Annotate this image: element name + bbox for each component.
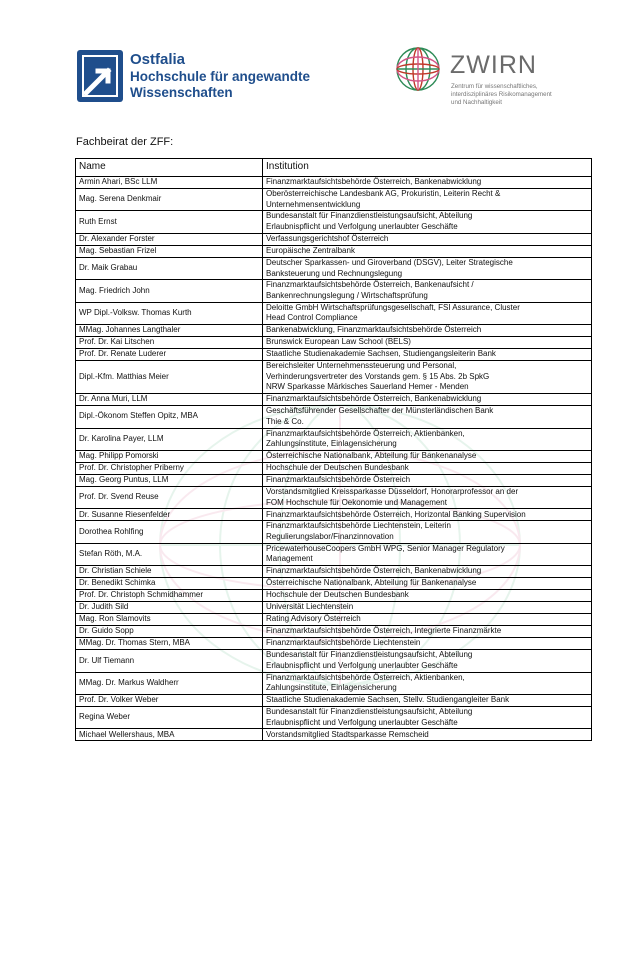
cell-institution bbox=[263, 406, 592, 428]
cell-name: WP Dipl.-Volksw. Thomas Kurth bbox=[76, 302, 263, 324]
cell-institution bbox=[263, 428, 592, 450]
table-row bbox=[76, 361, 592, 394]
column-header-name: Name bbox=[76, 159, 263, 177]
cell-name: Prof. Dr. Christopher Priberny bbox=[76, 462, 263, 474]
cell-name: Mag. Serena Denkmair bbox=[76, 189, 263, 211]
zwirn-subtitle-2: interdisziplinäres Risikomanagement bbox=[451, 91, 552, 98]
institution-line: Geschäftsführender Gesellschafter der Münsterländischen Bank bbox=[266, 406, 494, 416]
institution-line: Bundesanstalt für Finanzdienstleistungsaufsicht, Abteilung bbox=[266, 211, 473, 221]
section-title: Fachbeirat der ZFF: bbox=[76, 136, 174, 148]
institution-line: Head Control Compliance bbox=[266, 313, 358, 323]
institution-line: Zahlungsinstitute, Einlagensicherung bbox=[266, 439, 397, 449]
cell-institution bbox=[263, 280, 592, 302]
cell-institution bbox=[263, 614, 592, 626]
institution-line: PricewaterhouseCoopers GmbH WPG, Senior Manager Regulatory bbox=[266, 543, 505, 553]
cell-institution bbox=[263, 257, 592, 279]
cell-institution bbox=[263, 521, 592, 543]
institution-line: Österreichische Nationalbank, Abteilung für Bankenanalyse bbox=[266, 451, 477, 461]
column-header-institution: Institution bbox=[263, 159, 592, 177]
institution-line: FOM Hochschule für Oekonomie und Management bbox=[266, 497, 447, 507]
institution-line: Finanzmarktaufsichtsbehörde Österreich, Aktienbanken, bbox=[266, 672, 465, 682]
cell-name: Dr. Ulf Tiemann bbox=[76, 650, 263, 672]
table-row bbox=[76, 566, 592, 578]
table-row bbox=[76, 257, 592, 279]
ostfalia-logo bbox=[77, 50, 317, 106]
cell-name: Mag. Ron Slamovits bbox=[76, 614, 263, 626]
table-row bbox=[76, 706, 592, 728]
cell-name: Prof. Dr. Christoph Schmidhammer bbox=[76, 590, 263, 602]
cell-name: Mag. Georg Puntus, LLM bbox=[76, 474, 263, 486]
institution-line: Finanzmarktaufsichtsbehörde Österreich, Bankenabwicklung bbox=[266, 177, 482, 187]
institution-line: Erlaubnispflicht und Verfolgung unerlaubter Geschäfte bbox=[266, 660, 458, 670]
institution-line: Bankenabwicklung, Finanzmarktaufsichtsbehörde Österreich bbox=[266, 325, 482, 335]
cell-institution bbox=[263, 394, 592, 406]
institution-line: Bankenrechnungslegung / Wirtschaftsprüfung bbox=[266, 290, 428, 300]
institution-line: Brunswick European Law School (BELS) bbox=[266, 337, 411, 347]
cell-institution bbox=[263, 650, 592, 672]
institution-line: Thie & Co. bbox=[266, 416, 304, 426]
cell-institution bbox=[263, 672, 592, 694]
cell-institution bbox=[263, 706, 592, 728]
institution-line: Finanzmarktaufsichtsbehörde Österreich, Horizontal Banking Supervision bbox=[266, 509, 526, 519]
cell-name: Mag. Friedrich John bbox=[76, 280, 263, 302]
institution-line: Österreichische Nationalbank, Abteilung für Bankenanalyse bbox=[266, 578, 477, 588]
table-row bbox=[76, 578, 592, 590]
institution-line: Bereichsleiter Unternehmenssteuerung und Personal, bbox=[266, 361, 457, 371]
cell-name: Dr. Karolina Payer, LLM bbox=[76, 428, 263, 450]
institution-line: Deutscher Sparkassen- und Giroverband (DSGV), Leiter Strategische bbox=[266, 257, 513, 267]
table-row bbox=[76, 474, 592, 486]
cell-name: Prof. Dr. Renate Luderer bbox=[76, 349, 263, 361]
institution-line: Finanzmarktaufsichtsbehörde Liechtenstein bbox=[266, 638, 421, 648]
table-row bbox=[76, 337, 592, 349]
cell-institution bbox=[263, 233, 592, 245]
table-row bbox=[76, 349, 592, 361]
table-row bbox=[76, 302, 592, 324]
table-row bbox=[76, 602, 592, 614]
table-row bbox=[76, 543, 592, 565]
table-row bbox=[76, 211, 592, 233]
table-row bbox=[76, 638, 592, 650]
institution-line: Finanzmarktaufsichtsbehörde Österreich, Aktienbanken, bbox=[266, 428, 465, 438]
institution-line: Zahlungsinstitute, Einlagensicherung bbox=[266, 683, 397, 693]
institution-line: Vorstandsmitglied Stadtsparkasse Remscheid bbox=[266, 729, 429, 739]
cell-institution bbox=[263, 578, 592, 590]
table-row bbox=[76, 280, 592, 302]
cell-institution bbox=[263, 566, 592, 578]
institution-line: Hochschule der Deutschen Bundesbank bbox=[266, 590, 409, 600]
cell-institution bbox=[263, 729, 592, 741]
cell-institution bbox=[263, 361, 592, 394]
cell-name: Dr. Maik Grabau bbox=[76, 257, 263, 279]
ostfalia-line-1: Hochschule für angewandte bbox=[130, 69, 311, 84]
cell-name: Prof. Dr. Svend Reuse bbox=[76, 486, 263, 508]
cell-institution bbox=[263, 245, 592, 257]
institution-line: Finanzmarktaufsichtsbehörde Österreich, Integrierte Finanzmärkte bbox=[266, 626, 502, 636]
institution-line: Vorstandsmitglied Kreissparkasse Düsseldorf, Honorarprofessor an der bbox=[266, 486, 519, 496]
cell-name: Dr. Alexander Forster bbox=[76, 233, 263, 245]
cell-institution bbox=[263, 462, 592, 474]
table-row bbox=[76, 486, 592, 508]
cell-name: MMag. Dr. Markus Waldherr bbox=[76, 672, 263, 694]
cell-institution bbox=[263, 349, 592, 361]
cell-institution bbox=[263, 450, 592, 462]
cell-institution bbox=[263, 189, 592, 211]
table-row bbox=[76, 614, 592, 626]
institution-line: Finanzmarktaufsichtsbehörde Österreich, Bankenabwicklung bbox=[266, 394, 482, 404]
table-row bbox=[76, 428, 592, 450]
institution-line: Staatliche Studienakademie Sachsen, Studiengangsleiterin Bank bbox=[266, 349, 496, 359]
table-row bbox=[76, 233, 592, 245]
cell-name: MMag. Johannes Langthaler bbox=[76, 325, 263, 337]
cell-institution bbox=[263, 590, 592, 602]
cell-name: Dr. Susanne Riesenfelder bbox=[76, 509, 263, 521]
cell-name: Prof. Dr. Volker Weber bbox=[76, 694, 263, 706]
table-row bbox=[76, 462, 592, 474]
institution-line: Erlaubnispflicht und Verfolgung unerlaubter Geschäfte bbox=[266, 717, 458, 727]
cell-name: Mag. Philipp Pomorski bbox=[76, 450, 263, 462]
table-row bbox=[76, 509, 592, 521]
advisory-board-table bbox=[75, 158, 592, 741]
cell-name: Prof. Dr. Kai Litschen bbox=[76, 337, 263, 349]
institution-line: NRW Sparkasse Märkisches Sauerland Hemer - Menden bbox=[266, 382, 469, 392]
ostfalia-logo-icon bbox=[77, 50, 123, 102]
institution-line: Verhinderungsvertreter des Vorstands gem. § 15 Abs. 2b SpkG bbox=[266, 371, 490, 381]
cell-institution bbox=[263, 694, 592, 706]
cell-institution bbox=[263, 337, 592, 349]
institution-line: Rating Advisory Österreich bbox=[266, 614, 361, 624]
table-row bbox=[76, 521, 592, 543]
cell-name: Ruth Ernst bbox=[76, 211, 263, 233]
zwirn-logo bbox=[395, 46, 595, 112]
zwirn-name: ZWIRN bbox=[450, 51, 537, 79]
institution-line: Universität Liechtenstein bbox=[266, 602, 354, 612]
zwirn-globe-icon bbox=[395, 46, 441, 92]
cell-name: Dr. Guido Sopp bbox=[76, 626, 263, 638]
cell-name: Stefan Röth, M.A. bbox=[76, 543, 263, 565]
cell-institution bbox=[263, 638, 592, 650]
cell-institution bbox=[263, 302, 592, 324]
cell-name: Armin Ahari, BSc LLM bbox=[76, 177, 263, 189]
institution-line: Oberösterreichische Landesbank AG, Prokuristin, Leiterin Recht & bbox=[266, 189, 501, 198]
cell-institution bbox=[263, 474, 592, 486]
table-row bbox=[76, 189, 592, 211]
institution-line: Finanzmarktaufsichtsbehörde Österreich, Bankenabwicklung bbox=[266, 566, 482, 576]
institution-line: Europäische Zentralbank bbox=[266, 245, 355, 255]
institution-line: Finanzmarktaufsichtsbehörde Österreich, Bankenaufsicht / bbox=[266, 280, 474, 290]
ostfalia-line-2: Wissenschaften bbox=[130, 85, 233, 100]
cell-institution bbox=[263, 325, 592, 337]
cell-name: Dr. Judith Sild bbox=[76, 602, 263, 614]
cell-institution bbox=[263, 211, 592, 233]
table-row bbox=[76, 177, 592, 189]
table-row bbox=[76, 694, 592, 706]
table-row bbox=[76, 626, 592, 638]
cell-name: Dr. Benedikt Schimka bbox=[76, 578, 263, 590]
zwirn-subtitle-3: und Nachhaltigkeit bbox=[451, 99, 502, 106]
cell-name: Regina Weber bbox=[76, 706, 263, 728]
institution-line: Verfassungsgerichtshof Österreich bbox=[266, 233, 389, 243]
cell-name: Michael Wellershaus, MBA bbox=[76, 729, 263, 741]
institution-line: Hochschule der Deutschen Bundesbank bbox=[266, 463, 409, 473]
cell-institution bbox=[263, 602, 592, 614]
cell-name: Dipl.-Ökonom Steffen Opitz, MBA bbox=[76, 406, 263, 428]
cell-name: MMag. Dr. Thomas Stern, MBA bbox=[76, 638, 263, 650]
table-row bbox=[76, 672, 592, 694]
institution-line: Staatliche Studienakademie Sachsen, Stellv. Studiengangleiter Bank bbox=[266, 695, 510, 705]
cell-institution bbox=[263, 626, 592, 638]
cell-name: Dipl.-Kfm. Matthias Meier bbox=[76, 361, 263, 394]
table-row bbox=[76, 450, 592, 462]
cell-name: Dorothea Rohlfing bbox=[76, 521, 263, 543]
institution-line: Banksteuerung und Rechnungslegung bbox=[266, 268, 403, 278]
institution-line: Finanzmarktaufsichtsbehörde Liechtenstein, Leiterin bbox=[266, 521, 451, 531]
table-row bbox=[76, 394, 592, 406]
cell-name: Dr. Anna Muri, LLM bbox=[76, 394, 263, 406]
cell-name: Dr. Christian Schiele bbox=[76, 566, 263, 578]
cell-institution bbox=[263, 486, 592, 508]
cell-name: Mag. Sebastian Frizel bbox=[76, 245, 263, 257]
institution-line: Deloitte GmbH Wirtschaftsprüfungsgesellschaft, FSI Assurance, Cluster bbox=[266, 302, 520, 312]
table-row bbox=[76, 650, 592, 672]
institution-line: Regulierungslabor/Finanzinnovation bbox=[266, 532, 394, 542]
institution-line: Bundesanstalt für Finanzdienstleistungsaufsicht, Abteilung bbox=[266, 706, 473, 716]
cell-institution bbox=[263, 177, 592, 189]
table-row bbox=[76, 325, 592, 337]
ostfalia-name: Ostfalia bbox=[130, 51, 186, 68]
zwirn-subtitle-1: Zentrum für wissenschaftliches, bbox=[451, 83, 538, 90]
table-row bbox=[76, 590, 592, 602]
institution-line: Finanzmarktaufsichtsbehörde Österreich bbox=[266, 475, 411, 485]
cell-institution bbox=[263, 509, 592, 521]
table-header-row bbox=[76, 159, 592, 177]
institution-line: Erlaubnispflicht und Verfolgung unerlaubter Geschäfte bbox=[266, 222, 458, 232]
cell-institution bbox=[263, 543, 592, 565]
institution-line: Bundesanstalt für Finanzdienstleistungsaufsicht, Abteilung bbox=[266, 650, 473, 660]
table-row bbox=[76, 245, 592, 257]
table-body bbox=[76, 177, 592, 741]
table-row bbox=[76, 729, 592, 741]
institution-line: Management bbox=[266, 554, 313, 564]
table-row bbox=[76, 406, 592, 428]
institution-line: Unternehmensentwicklung bbox=[266, 199, 361, 209]
